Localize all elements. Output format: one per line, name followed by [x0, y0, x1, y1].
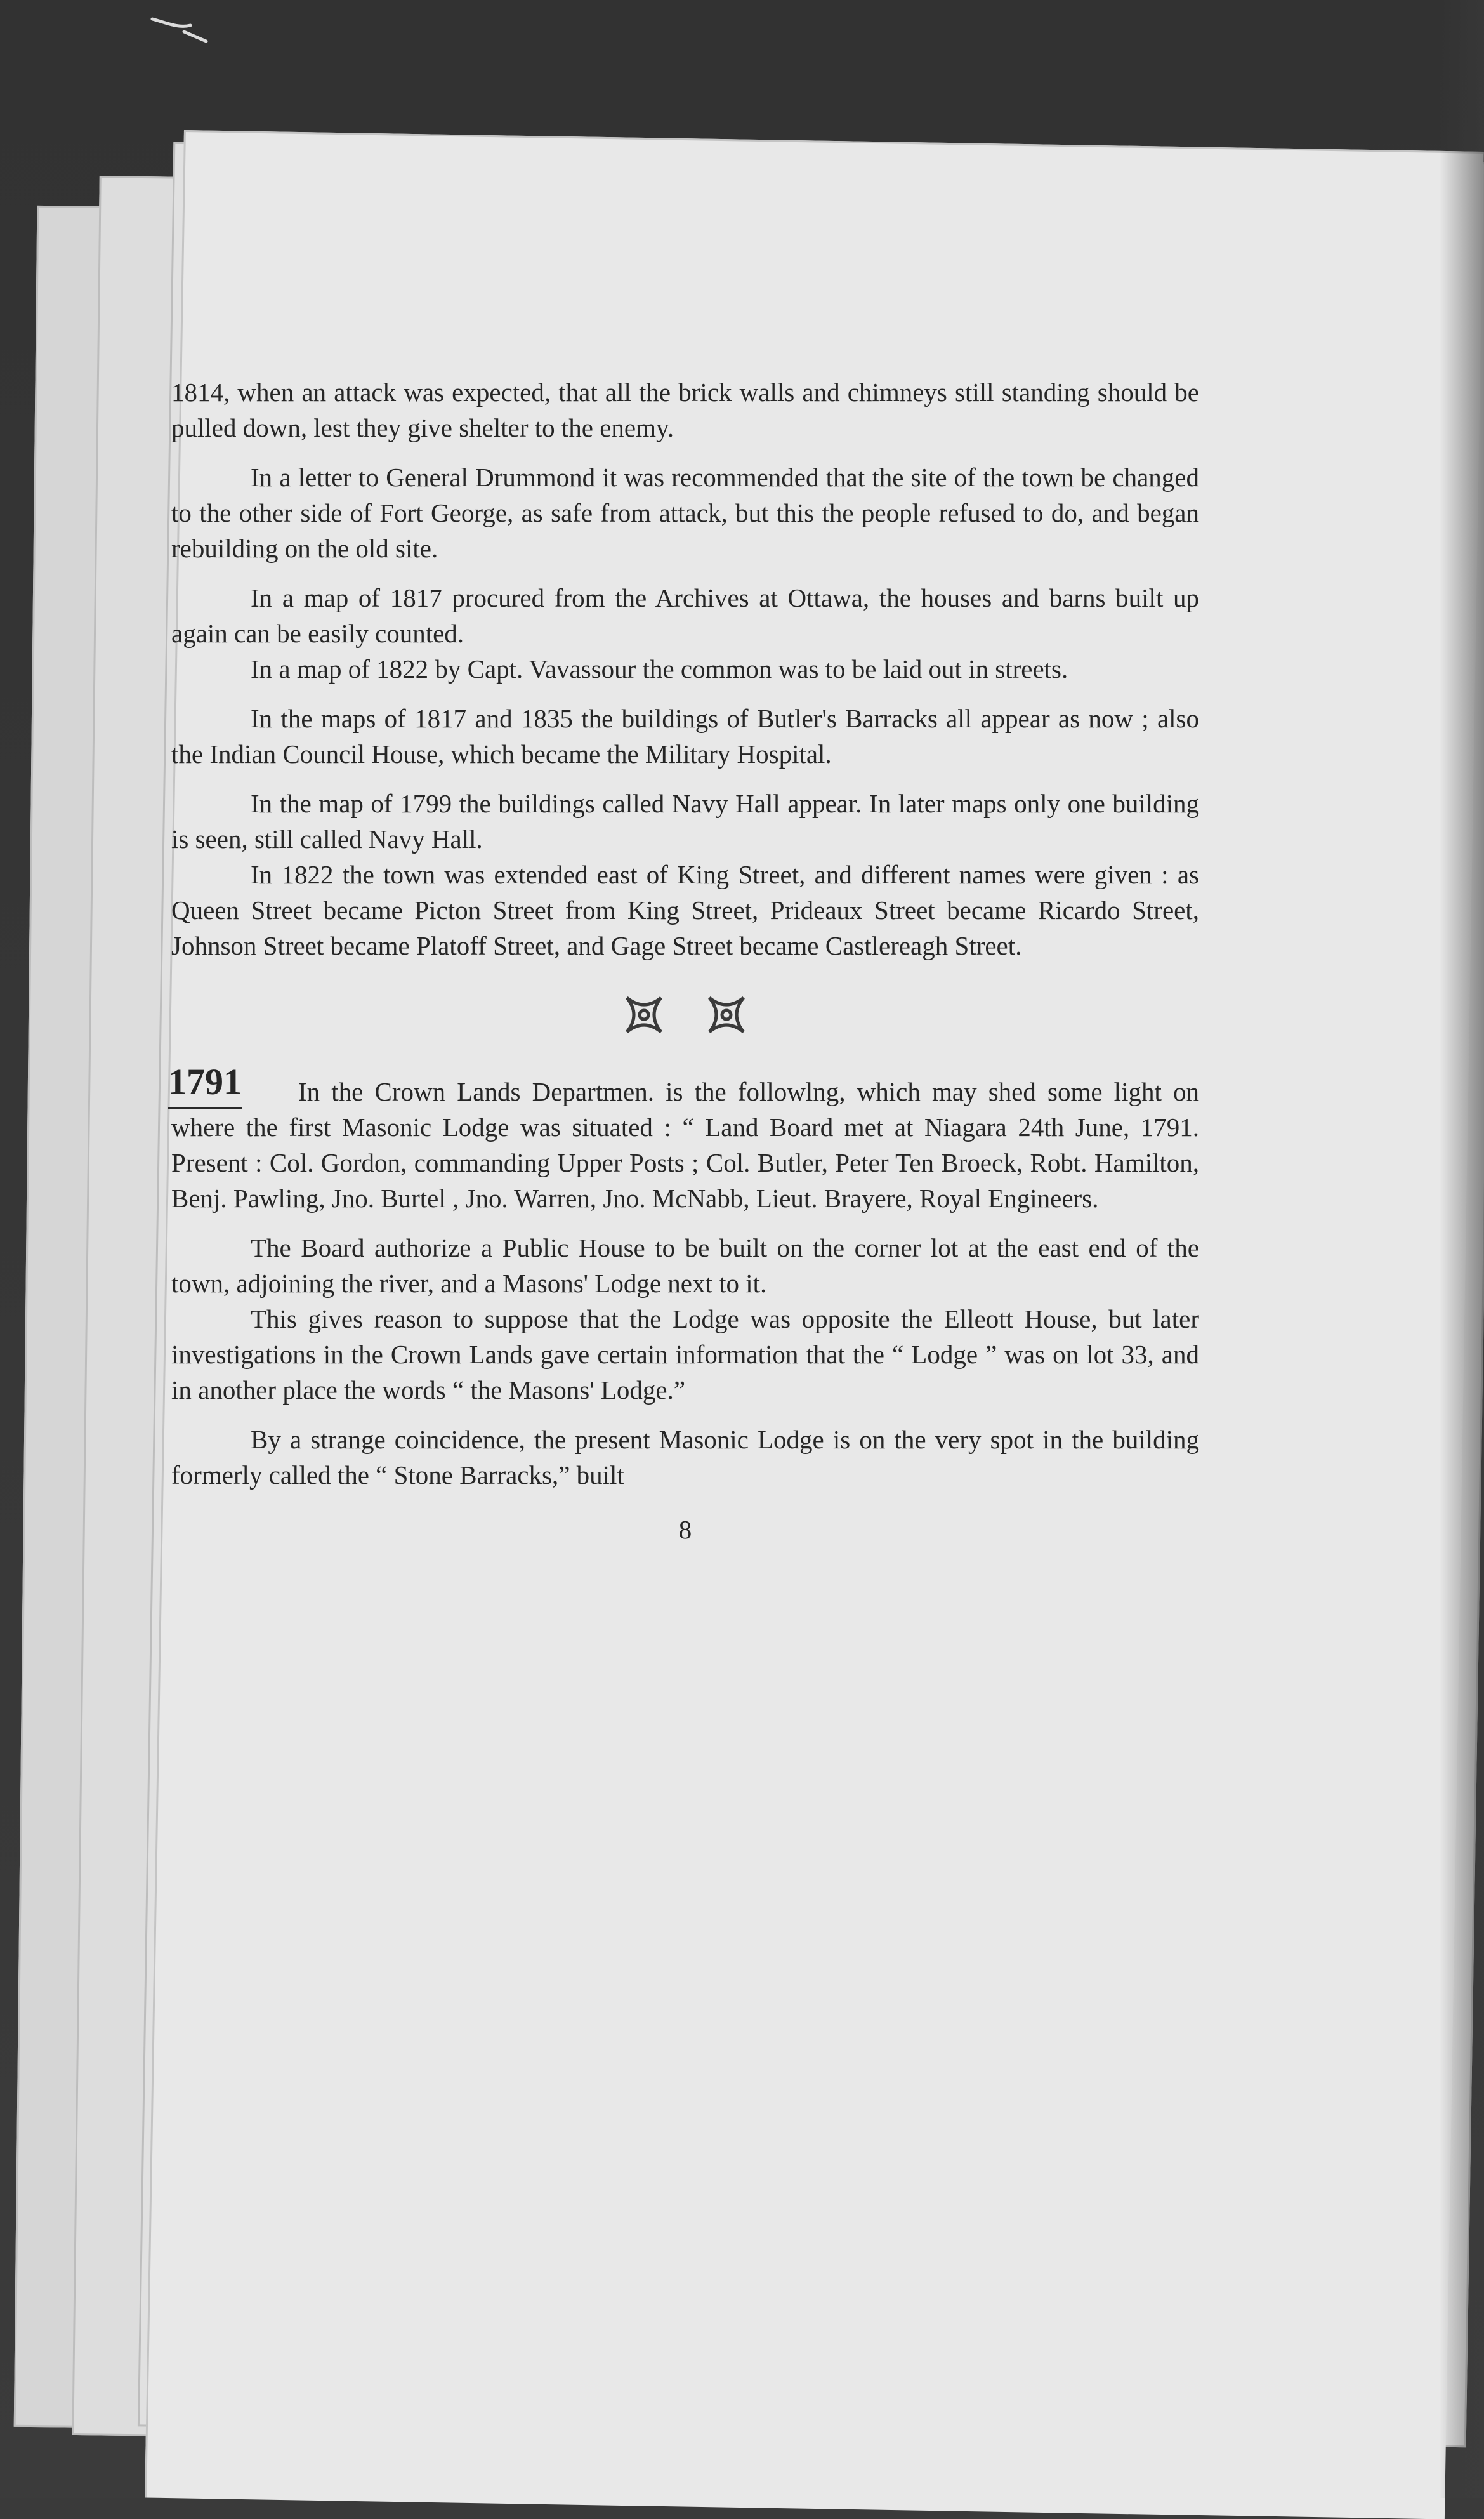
section-ornament [171, 993, 1199, 1037]
paragraph-map-1817: In a map of 1817 procured from the Archives at Ottawa, the houses and barns built up again can be easily counted. [171, 583, 1199, 648]
page-number: 8 [678, 1515, 692, 1544]
corner-scan-mark [146, 6, 222, 51]
paragraph-1814: 1814, when an attack was expected, that all the brick walls and chimneys still standing should be pulled down, lest they give shelter to the enemy. [171, 378, 1199, 442]
ornament-glyph-right [704, 993, 749, 1037]
page-text [168, 374, 1199, 1547]
paragraph-map-1799: In the map of 1799 the buildings called Navy Hall appear. In later maps only one building is seen, still called Navy Hall. [171, 789, 1199, 854]
paragraph-stone-barracks: By a strange coincidence, the present Masonic Lodge is on the very spot in the building formerly called the “ Stone Barracks,” built [171, 1425, 1199, 1490]
crown-lands-text: In the Crown Lands Departmen. is the followlng, which may shed some light on where the first Masonic Lodge was situated : “ Land Board met at Niagara 24th June, 1791. Present : Col. Gordon, commanding Upper Posts ; Col. Butler, Peter Ten Broeck, Robt. Hamilton, Benj. Pawling, Jno. Burtel , Jno. Warren, Jno. McNabb, Lieut. Brayere, Royal Engineers. [171, 1077, 1199, 1213]
paragraph-crown-lands [168, 1061, 1199, 1216]
paragraph-drummond-letter: In a letter to General Drummond it was recommended that the site of the town be changed to the other side of Fort George, as safe from attack, but this the people refused to do, and began rebuilding on the old site. [171, 463, 1199, 563]
year-heading: 1791 [168, 1060, 242, 1109]
page-edge-shadow [1440, 0, 1484, 2498]
paragraph-public-house: The Board authorize a Public House to be built on the corner lot at the east end of the town, adjoining the river, and a Masons' Lodge next to it. [171, 1233, 1199, 1298]
paragraph-map-1822: In a map of 1822 by Capt. Vavassour the common was to be laid out in streets. [251, 654, 1068, 684]
ornament-glyph-left [622, 993, 666, 1037]
paragraph-town-extended: In 1822 the town was extended east of King Street, and different names were given : as Queen Street became Picton Street from King Street, Prideaux Street became Ricardo Street, Johnson Street became Platoff Street, and Gage Street became Castlereagh Street. [171, 860, 1199, 960]
paragraph-maps-1817-1835: In the maps of 1817 and 1835 the buildings of Butler's Barracks all appear as now ; also the Indian Council House, which became the Military Hospital. [171, 704, 1199, 769]
paragraph-lodge-location: This gives reason to suppose that the Lodge was opposite the Elleott House, but later investigations in the Crown Lands gave certain information that the “ Lodge ” was on lot 33, and in another place the words “ the Masons' Lodge.” [171, 1304, 1199, 1405]
